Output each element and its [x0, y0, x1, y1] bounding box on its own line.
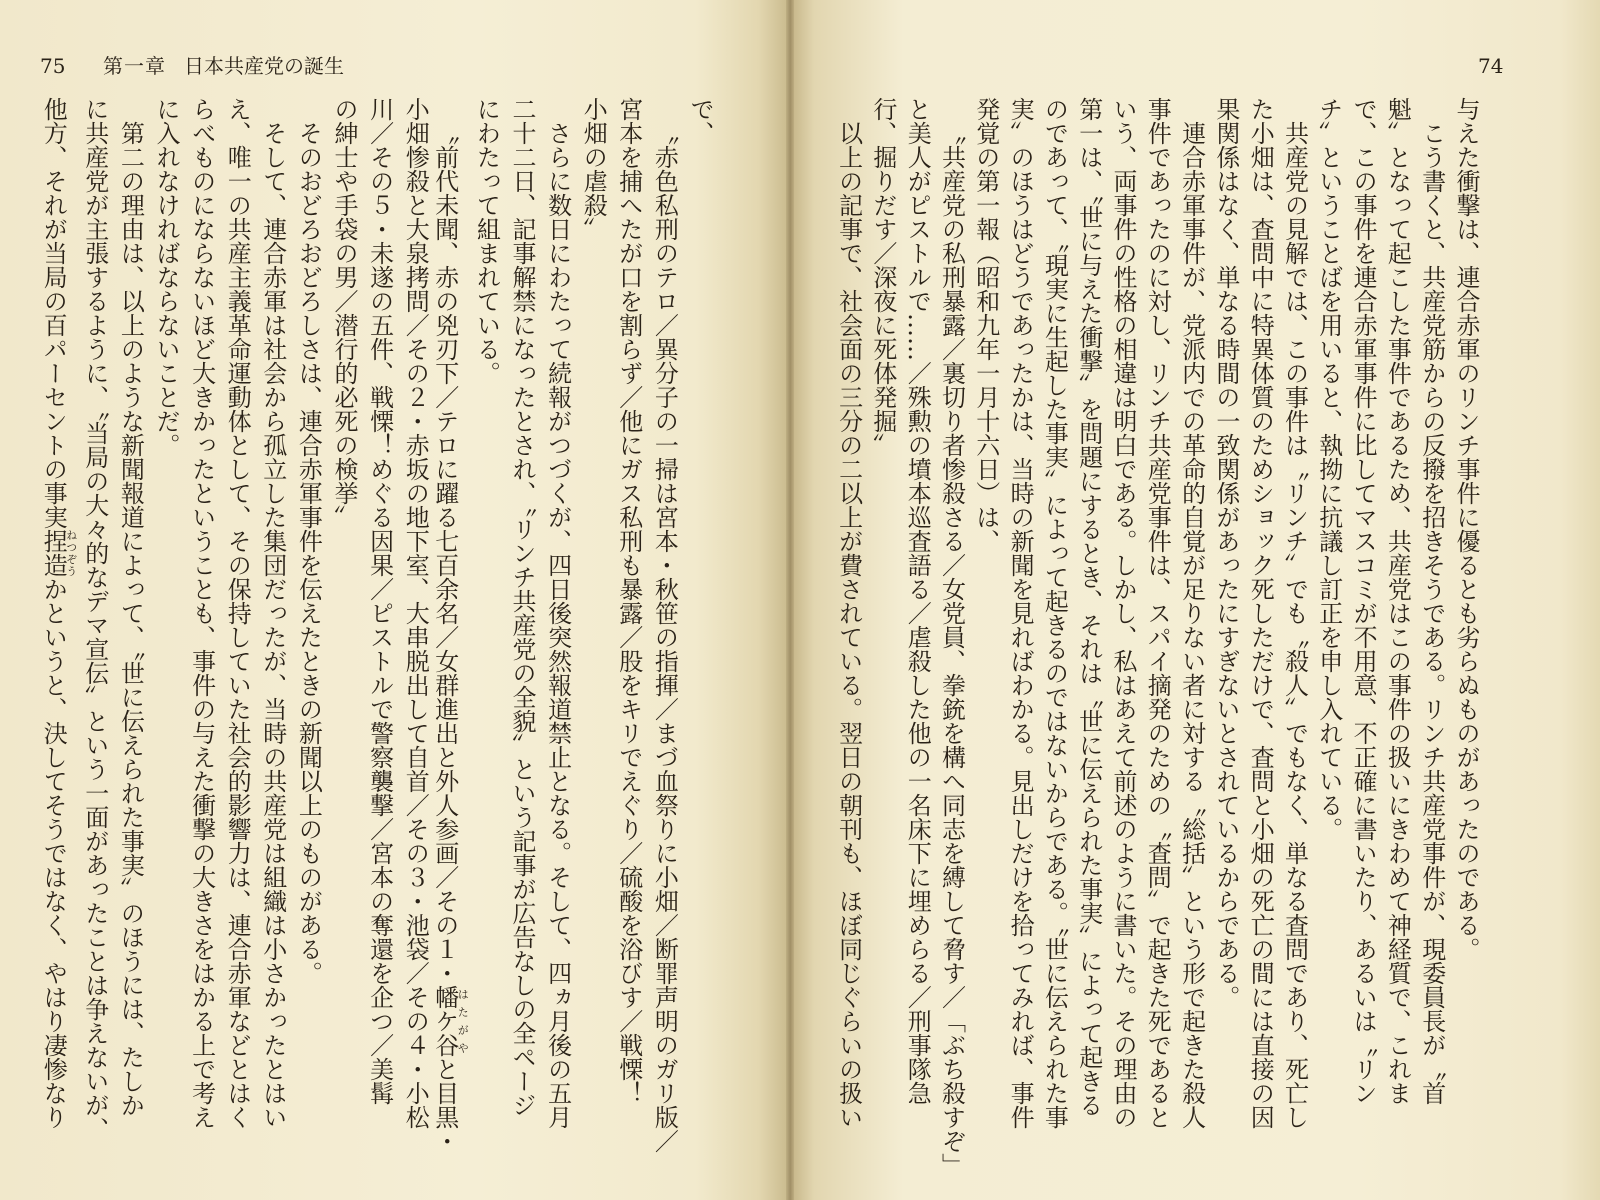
text-column: さらに数日にわたって続報がつづくが、四日後突然報道禁止となる。そして、四ヵ月後の五月 — [543, 121, 572, 1129]
ruby-annotation: ねつぞう — [64, 529, 78, 577]
text-segment: 〝前代未聞、赤の兇刃下／テロに躍る七百余名／女群進出と外人参画／その１・ — [430, 121, 459, 985]
text-column: 二十二日、記事解禁になったとされ、〝リンチ共産党の全貌〟という記事が広告なしの全ページ — [508, 97, 536, 1117]
left-page — [0, 0, 790, 1200]
text-column: にわたって組まれている。 — [472, 97, 501, 385]
text-column: 魁〟となって起こした事件であるため、共産党はこの事件の扱いにきわめて神経質で、これま — [1383, 97, 1412, 1105]
text-column: 事件であったのに対し、リンチ共産党事件は、スパイ摘発のための〝査問〟で起きた死であると — [1143, 97, 1172, 1129]
text-column: 以上の記事で、社会面の三分の二以上が費されている。翌日の朝刊も、ほぼ同じぐらいの扱い — [834, 121, 863, 1129]
chapter-label: 第一章 — [103, 54, 166, 78]
right-page — [790, 0, 1600, 1200]
book-gutter — [786, 0, 794, 1200]
text-column — [41, 97, 77, 1187]
text-column: 川／その５・未遂の五件、戦慄！めぐる因果／ピストルで警察襲撃／宮本の奪還を企つ／美髯 — [365, 97, 394, 1105]
ruby-annotation: はたがや — [456, 985, 470, 1057]
text-segment: 他方、それが当局の百パーセントの事実 — [39, 97, 68, 529]
text-column — [430, 97, 470, 1187]
text-column: た小畑は、査問中に特異体質のためショック死しただけで、査問と小畑の死亡の間には直接の因 — [1246, 97, 1275, 1129]
text-column: 連合赤軍事件が、党派内での革命的自覚が足りない者に対する〝総括〟という形で起きた殺人 — [1177, 121, 1206, 1129]
text-column: 〝赤色私刑のテロ／異分子の一掃は宮本・秋笹の指揮／まづ血祭りに小畑／断罪声明のガリ版／ — [650, 121, 679, 1153]
text-column: 小畑の虐殺〟 — [579, 97, 608, 241]
text-column: 第一は、〝世に与えた衝撃〟を問題にするとき、それは〝世に伝えられた事実〟によって起きる — [1074, 97, 1103, 1117]
text-column: そして、連合赤軍は社会から孤立した集団だったが、当時の共産党は組織は小さかったとはい — [258, 121, 287, 1129]
text-column: 果関係はなく、単なる時間の一致関係があったにすぎないとされているからである。 — [1211, 97, 1240, 1009]
text-segment: と目黒・ — [430, 1057, 459, 1153]
text-column: に共産党が主張するように、〝当局の大々的なデマ宣伝〟という一面があったことは争えないが、 — [80, 97, 109, 1141]
text-column: らべものにならないほど大きかったということも、事件の与えた衝撃の大きさをはかる上で考え — [187, 97, 216, 1129]
text-column: に入れなければならないことだ。 — [152, 97, 180, 457]
ruby-base: 幡ケ谷 — [430, 985, 459, 1057]
text-column: 第二の理由は、以上のような新聞報道によって、〝世に伝えられた事実〟のほうには、たしか — [116, 121, 145, 1117]
chapter-title: 日本共産党の誕生 — [184, 54, 344, 78]
page-number: 74 — [1478, 54, 1504, 78]
text-column: で、この事件を連合赤軍事件に比してマスコミが不用意、不正確に書いたり、あるいは〝リン — [1349, 97, 1378, 1105]
ruby-group — [430, 985, 470, 1057]
text-column: 発覚の第一報（昭和九年一月十六日）は、 — [971, 97, 1000, 553]
text-column: いう、両事件の性格の相違は明白である。しかし、私はあえて前述のように書いた。その理由の — [1109, 97, 1137, 1129]
text-column: こう書くと、共産党筋からの反撥を招きそうである。リンチ共産党事件が、現委員長が〝首 — [1417, 121, 1446, 1105]
text-segment: かというと、決してそうではなく、やはり凄惨なり — [39, 577, 68, 1129]
text-column: え、唯一の共産主義革命運動体として、その保持していた社会的影響力は、連合赤軍などとはく — [223, 97, 252, 1129]
text-column: のであって、〝現実に生起した事実〟によって起きるのではないからである。〝世に伝えられた事 — [1040, 97, 1069, 1129]
text-column: で、 — [686, 97, 714, 145]
text-column: 〝共産党の私刑暴露／裏切り者惨殺さる／女党員、拳銃を構へ同志を縛して脅す／「ぶち殺すぞ」 — [937, 121, 966, 1177]
page-number: 75 — [40, 54, 66, 78]
ruby-group — [39, 529, 78, 577]
text-column: 共産党の見解では、この事件は〝リンチ〟でも〝殺人〟でもなく、単なる査問であり、死亡し — [1280, 121, 1309, 1129]
text-column: と美人がピストルで……／殊勲の墳本巡査語る／虐殺した他の一名床下に埋めらる／刑事隊急 — [903, 97, 932, 1105]
text-column: そのおどろおどろしさは、連合赤軍事件を伝えたときの新聞以上のものがある。 — [294, 121, 323, 985]
text-column: 実〟のほうはどうであったかは、当時の新聞を見ればわかる。見出しだけを拾ってみれば、事件 — [1006, 97, 1035, 1129]
text-column: 宮本を捕へたが口を割らず／他にガス私刑も暴露／股をキリでえぐり／硫酸を浴びす／戦慄！ — [614, 97, 643, 1105]
text-column: 与えた衝撃は、連合赤軍のリンチ事件に優るとも劣らぬものがあったのである。 — [1452, 97, 1480, 961]
text-column: 小畑惨殺と大泉拷問／その２・赤坂の地下室、大串脱出して自首／その３・池袋／その４・小松 — [401, 97, 430, 1129]
ruby-base: 捏造 — [39, 529, 68, 577]
text-column: 行、掘りだす／深夜に死体発掘〟 — [868, 97, 897, 457]
text-column: チ〟ということばを用いると、執拗に抗議し訂正を申し入れている。 — [1314, 97, 1343, 841]
text-column: の紳士や手袋の男／潜行的必死の検挙〟 — [330, 97, 358, 529]
